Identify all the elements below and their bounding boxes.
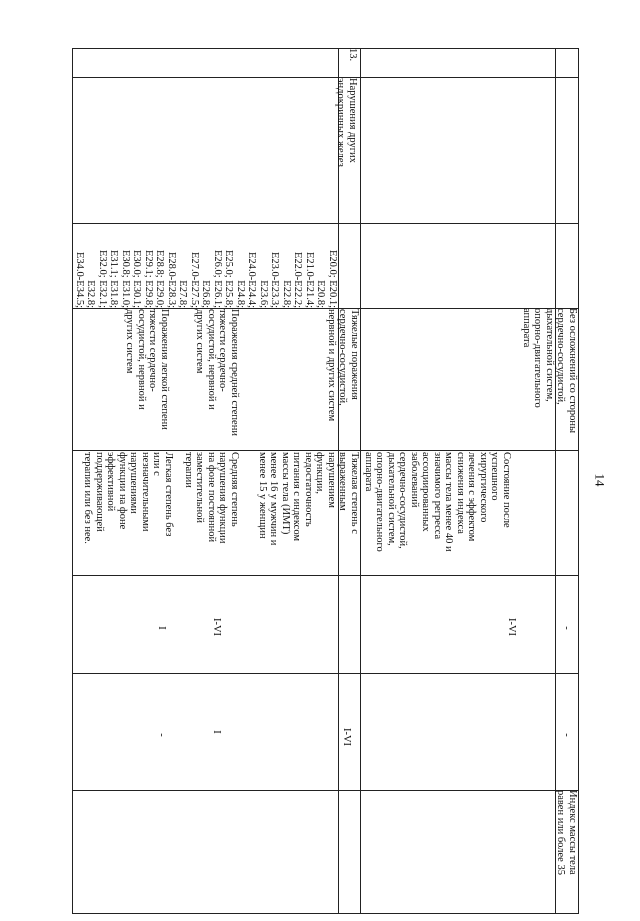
row5-col4: I (156, 626, 167, 630)
row5-col5: - (156, 733, 167, 737)
row4-description: Средняя степень нарушения функции на фоне постоянной заместительной терапии (183, 452, 240, 544)
row4-col5: I-VI (211, 617, 222, 637)
section-title-cell (300, 78, 360, 223)
section-title: Нарушения других эндокринных желез (335, 78, 358, 167)
table-border-top (72, 48, 579, 49)
row1-col4: - (561, 733, 572, 737)
row4-col4: I (211, 730, 222, 734)
section-number: 13. (347, 48, 358, 62)
row3-condition: Тяжелые поражения сердечно-сосудистой, нервной и других систем (326, 309, 360, 422)
row1-col5: - (561, 626, 572, 630)
row1-condition: Без осложнений со стороны сердечно-сосудистой, дыхательной систем, опорно-двигательного аппарата (521, 308, 578, 434)
row3-description: Тяжелая степень с выраженным нарушением функции, недостаточность питания с индексом массы тела (ИМТ) менее 16 у мужчин и менее 15 у женщин (257, 452, 360, 546)
row2-description: Состояние после успешного хирургического лечения с эффектом снижения индекса массы тела менее 40 и значимого регресса ассоциированных заболеваний сердечно-сосудистой, дыхательной систем, опорно-двигательного аппарата (363, 452, 512, 552)
row2-col5: I-VI (506, 617, 517, 637)
table-border-right (578, 48, 579, 914)
row1-note: Индекс массы тела равен или более 35 (555, 790, 578, 875)
table-border-bottom (72, 913, 579, 914)
icd-codes: E20.0; E20.1; E20.8; E21.0-E21.4; E22.0-E22.2; E22.8; E23.0-E23.3; E23.6; E24.0-E24.4; E24.8; E25.0; E25.8; E26.0; E26.1; E26.8; E27.0-E27.5; E27.8; E28.0-E28.3; E28.8; E29.0; E29.1; E29.8; E30.0; E30.1; E30.8; E31.0; E31.1; E31.8; E32.0; E32.1; E32.8; E34.0-E34.5; (74, 249, 338, 308)
row2-col4: I-VI (341, 727, 352, 747)
page-number: 14 (592, 473, 608, 487)
row4-condition: Поражения средней степени тяжести сердечно- сосудистой, нервной и других систем (194, 309, 240, 436)
table-border-left (72, 48, 73, 914)
section-number-cell (338, 48, 360, 78)
row5-condition: Поражения легкой степени тяжести сердечно- сосудистой, нервной и других систем (124, 309, 170, 430)
row5-description: Легкая степень без или с незначительными нарушениями функции на фоне эффективной поддерживающей терапии или без нее. (82, 452, 174, 544)
